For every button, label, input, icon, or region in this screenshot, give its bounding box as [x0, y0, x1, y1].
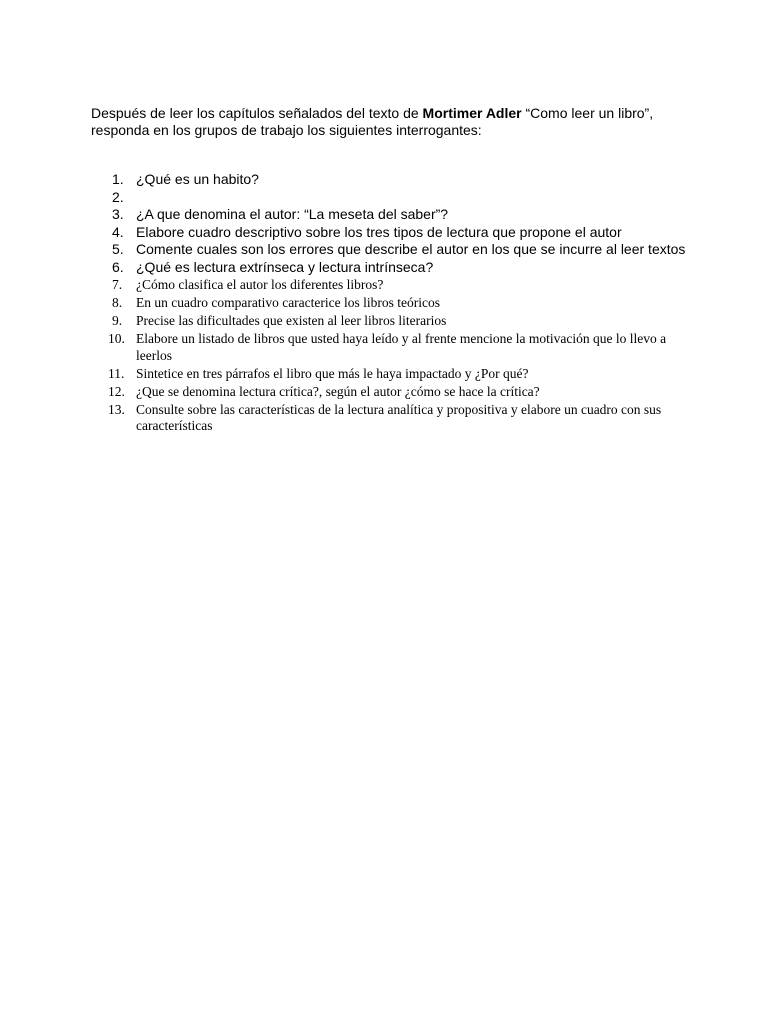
intro-text-after: “Como leer un libro”, responda en los grupos de trabajo los siguientes interrogantes:	[91, 105, 654, 138]
list-item-text: ¿Qué es un habito?	[136, 171, 259, 187]
list-item-number: 6.	[112, 258, 124, 275]
list-item	[108, 401, 688, 436]
list-item	[108, 241, 688, 259]
list-item-text	[136, 189, 688, 207]
list-item	[108, 224, 688, 242]
list-item	[108, 259, 688, 277]
list-item-number: 11.	[108, 365, 125, 381]
list-item-text: Sintetice en tres párrafos el libro que más le haya impactado y ¿Por qué?	[136, 365, 529, 381]
list-item	[108, 206, 688, 224]
list-item-text: Elabore un listado de libros que usted haya leído y al frente mencione la motivación que lo llevo a leerlos	[136, 331, 667, 363]
list-item	[108, 189, 688, 207]
list-item-text: Consulte sobre las características de la lectura analítica y propositiva y elabore un cuadro con sus características	[136, 401, 662, 433]
list-item-number: 8.	[112, 295, 123, 310]
list-item-number: 2.	[112, 188, 124, 205]
list-item	[108, 312, 688, 330]
intro-text-before: Después de leer los capítulos señalados del texto de	[91, 105, 423, 121]
questions-list	[108, 171, 688, 435]
list-item	[108, 294, 688, 312]
list-item	[108, 365, 688, 383]
list-item-number: 4.	[112, 223, 124, 240]
list-item	[108, 383, 688, 401]
list-item-text: ¿A que denomina el autor: “La meseta del saber”?	[136, 206, 449, 222]
list-item	[108, 171, 688, 189]
list-item-text: En un cuadro comparativo caracterice los libros teóricos	[136, 295, 441, 310]
list-item-text: ¿Que se denomina lectura crítica?, según el autor ¿cómo se hace la crítica?	[136, 383, 540, 399]
author-name: Mortimer Adler	[422, 105, 522, 121]
list-item-number: 7.	[112, 277, 123, 292]
list-item-number: 3.	[112, 206, 124, 222]
list-item	[108, 330, 688, 365]
intro-paragraph	[91, 105, 691, 139]
list-item-number: 5.	[112, 241, 124, 257]
list-item-text: Precise las dificultades que existen al leer libros literarios	[136, 313, 447, 328]
list-item-number: 9.	[112, 313, 123, 328]
list-item-number: 13.	[108, 401, 125, 417]
list-item-number: 12.	[108, 383, 125, 399]
list-item-text: Elabore cuadro descriptivo sobre los tres tipos de lectura que propone el autor	[136, 223, 622, 240]
list-item-text: ¿Cómo clasifica el autor los diferentes libros?	[136, 277, 384, 292]
list-item-text: ¿Qué es lectura extrínseca y lectura intrínseca?	[136, 258, 434, 275]
list-item-number: 10.	[108, 331, 125, 346]
list-item-number: 1.	[112, 171, 124, 187]
list-item	[108, 276, 688, 294]
list-item-text: Comente cuales son los errores que describe el autor en los que se incurre al leer textos	[136, 241, 686, 257]
